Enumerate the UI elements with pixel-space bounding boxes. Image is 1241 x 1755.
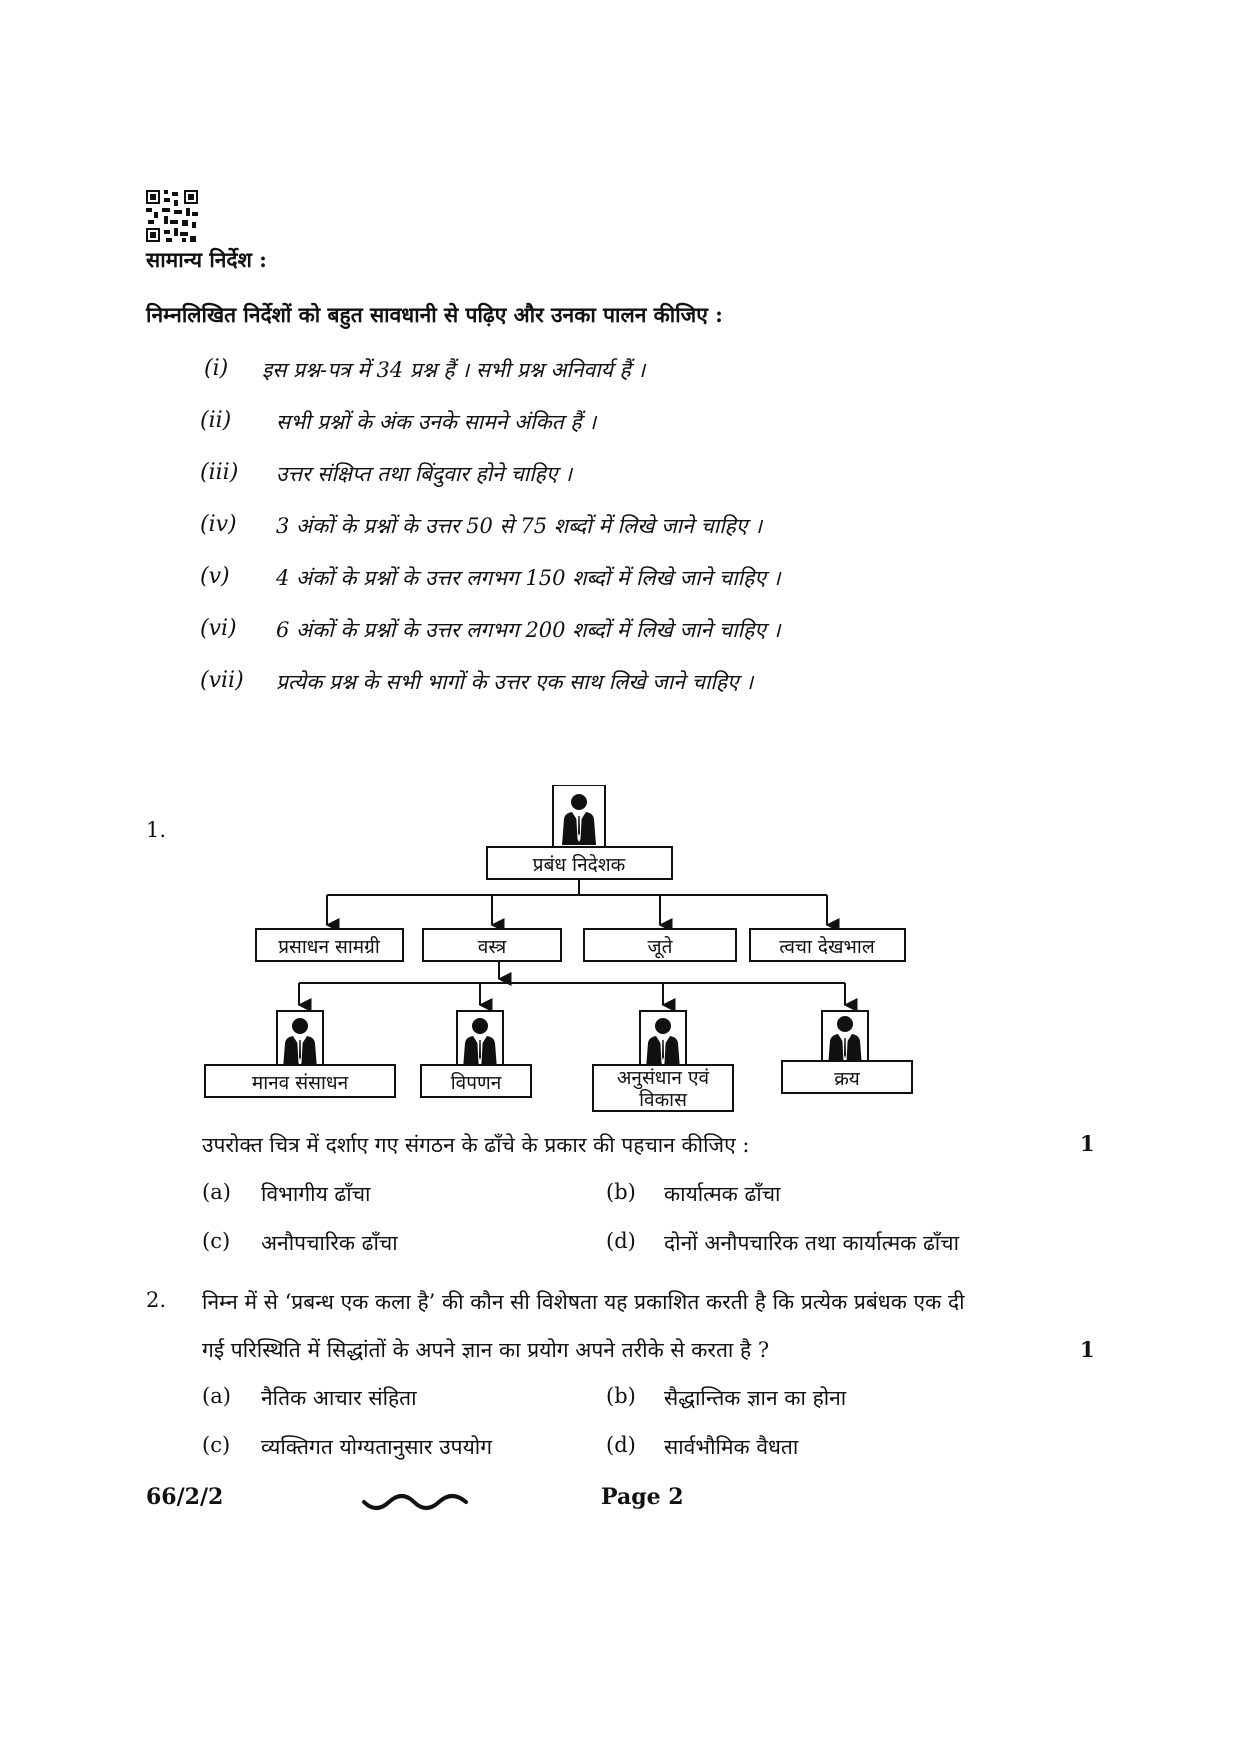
node-label: प्रसाधन सामग्री <box>278 936 380 958</box>
node-label: विकास <box>639 1089 687 1111</box>
option-label: (c) <box>202 1229 231 1253</box>
option-text: दोनों अनौपचारिक तथा कार्यात्मक ढाँचा <box>664 1231 960 1255</box>
option-text: कार्यात्मक ढाँचा <box>664 1182 781 1206</box>
instruction-text: 3 अंकों के प्रश्नों के उत्तर 50 से 75 शब्दों में लिखे जाने चाहिए । <box>276 514 763 538</box>
general-instructions-heading: सामान्य निर्देश : <box>146 247 267 272</box>
node-label: प्रबंध निदेशक <box>532 854 626 876</box>
option-label: (d) <box>606 1433 636 1457</box>
instruction-number: (ii) <box>200 408 232 433</box>
option-label: (b) <box>606 1384 636 1408</box>
paper-code: 66/2/2 <box>146 1484 224 1510</box>
instruction-number: (vi) <box>200 616 237 641</box>
option-label: (b) <box>606 1180 636 1204</box>
question-number: 1. <box>146 818 167 842</box>
node-label: क्रय <box>834 1068 860 1090</box>
node-label: विपणन <box>450 1072 502 1094</box>
option-label: (c) <box>202 1433 231 1457</box>
question-text: उपरोक्त चित्र में दर्शाए गए संगठन के ढाँचे के प्रकार की पहचान कीजिए : <box>202 1133 750 1157</box>
option-text: अनौपचारिक ढाँचा <box>261 1231 398 1255</box>
option-text: व्यक्तिगत योग्यतानुसार उपयोग <box>261 1435 493 1459</box>
instruction-number: (i) <box>204 356 229 381</box>
instruction-text: इस प्रश्न-पत्र में 34 प्रश्न हैं । सभी प्रश्न अनिवार्य हैं । <box>262 358 646 382</box>
node-label: अनुसंधान एवं <box>616 1067 710 1089</box>
instruction-number: (iii) <box>200 460 239 485</box>
option-label: (a) <box>202 1384 231 1408</box>
question-marks: 1 <box>1080 1131 1095 1156</box>
node-label: मानव संसाधन <box>251 1072 349 1094</box>
instruction-text: 4 अंकों के प्रश्नों के उत्तर लगभग 150 शब्दों में लिखे जाने चाहिए । <box>276 566 781 590</box>
option-label: (a) <box>202 1180 231 1204</box>
page-number: Page 2 <box>601 1484 684 1510</box>
instruction-number: (vii) <box>200 668 244 693</box>
wave-ornament-icon <box>362 1492 472 1514</box>
node-label: त्वचा देखभाल <box>779 936 875 958</box>
option-text: सैद्धान्तिक ज्ञान का होना <box>664 1386 847 1410</box>
option-text: सार्वभौमिक वैधता <box>664 1435 799 1459</box>
question-text: निम्न में से ‘प्रबन्ध एक कला है’ की कौन सी विशेषता यह प्रकाशित करती है कि प्रत्येक प्रबंधक एक दी <box>202 1290 965 1314</box>
option-label: (d) <box>606 1229 636 1253</box>
org-chart-diagram <box>195 785 925 1115</box>
instruction-number: (v) <box>200 564 230 589</box>
instruction-text: उत्तर संक्षिप्त तथा बिंदुवार होने चाहिए । <box>276 462 573 486</box>
question-number: 2. <box>146 1288 167 1312</box>
question-text: गई परिस्थिति में सिद्धांतों के अपने ज्ञान का प्रयोग अपने तरीके से करता है ? <box>202 1338 770 1362</box>
option-text: विभागीय ढाँचा <box>261 1182 371 1206</box>
qr-code-icon <box>146 190 198 242</box>
node-label: जूते <box>647 936 673 958</box>
instruction-text: सभी प्रश्नों के अंक उनके सामने अंकित हैं । <box>276 410 597 434</box>
instructions-intro: निम्नलिखित निर्देशों को बहुत सावधानी से पढ़िए और उनका पालन कीजिए : <box>146 302 723 327</box>
instruction-text: प्रत्येक प्रश्न के सभी भागों के उत्तर एक साथ लिखे जाने चाहिए । <box>276 670 754 694</box>
instruction-number: (iv) <box>200 512 237 537</box>
question-marks: 1 <box>1080 1337 1095 1362</box>
option-text: नैतिक आचार संहिता <box>261 1386 417 1410</box>
instruction-text: 6 अंकों के प्रश्नों के उत्तर लगभग 200 शब्दों में लिखे जाने चाहिए । <box>276 618 781 642</box>
node-label: वस्त्र <box>477 936 507 958</box>
